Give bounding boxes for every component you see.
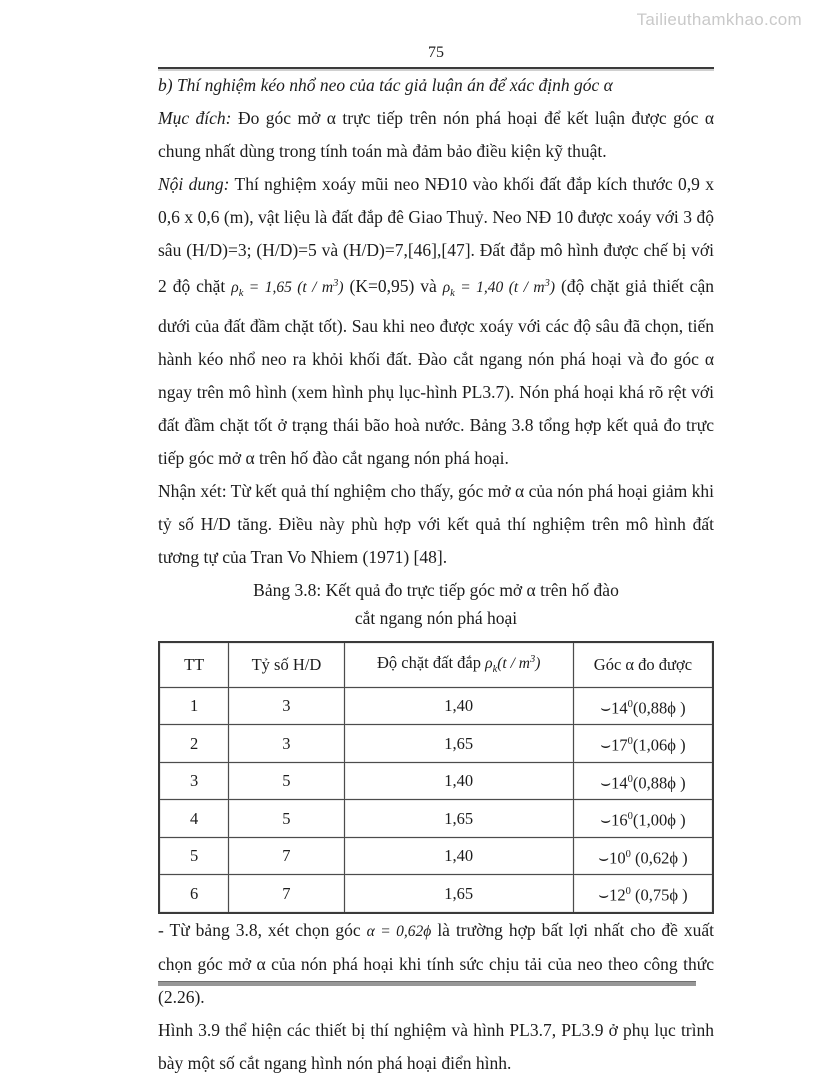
table-caption-line2: cắt ngang nón phá hoại (354, 608, 518, 629)
cell-angle (573, 875, 713, 913)
formula-close: ) (338, 279, 344, 297)
paragraph-closing: Hình 3.9 thể hiện các thiết bị thí nghiệm và hình PL3.7, PL3.9 ở phụ lục trình bày một số cắt ngang hình nón phá hoại điển hình. (158, 1019, 714, 1073)
footer-rule (158, 981, 696, 986)
unit-exponent: 3 (529, 654, 536, 666)
cell-angle (573, 762, 713, 800)
rho-symbol: ρ (442, 279, 451, 297)
cell-angle (573, 725, 713, 763)
angle-phi-ratio: (0,88ϕ ) (632, 773, 686, 792)
cell-density: 1,40 (344, 687, 573, 725)
conclusion-text-b: là trường hợp bất lợi nhất cho đề xuất chọn góc mở α của nón phá hoại khi tính sức chịu tải của neo theo công thức (2.26). (158, 919, 714, 1007)
arc-symbol: ⌣ (600, 735, 612, 755)
cell-tt: 2 (159, 725, 229, 763)
table-row (159, 800, 713, 838)
table-row (159, 762, 713, 800)
formula-body: = 1,40 (t / m (454, 279, 545, 297)
page-number: 75 (428, 44, 444, 61)
density-formula-2 (442, 278, 556, 300)
purpose-label: Mục đích: (158, 108, 232, 128)
rho-subscript: k (238, 288, 244, 300)
remark-text: Từ kết quả thí nghiệm cho thấy, góc mở α của nón phá hoại giảm khi tỷ số H/D tăng. Điều này phù hợp với kết quả thí nghiệm trên mô hình đất tương tự của Tran Vo Nhiem (1971) [48]. (158, 481, 714, 568)
angle-degrees: 16 (611, 810, 628, 830)
cell-density: 1,65 (344, 800, 573, 838)
angle-phi-ratio: (0,62ϕ ) (630, 848, 688, 867)
header-cell-tt: TT (159, 642, 229, 687)
arc-symbol: ⌣ (598, 848, 610, 867)
arc-symbol: ⌣ (600, 773, 612, 792)
header-cell-hd: Tỷ số H/D (229, 642, 344, 687)
formula-body: = 1,65 (t / m (243, 279, 334, 297)
cell-density: 1,40 (344, 762, 573, 800)
table-row (159, 875, 713, 913)
formula-exponent: 3 (333, 278, 339, 289)
table-row (159, 687, 713, 725)
rho-subscript: k (450, 288, 455, 300)
cell-density: 1,65 (344, 725, 573, 763)
angle-phi-ratio: (1,06ϕ ) (632, 735, 686, 755)
cell-hd: 7 (229, 837, 344, 875)
angle-phi-ratio: (0,88ϕ ) (632, 698, 686, 717)
degree-superscript: 0 (627, 773, 633, 785)
angle-degrees: 12 (609, 885, 626, 905)
degree-superscript: 0 (625, 848, 631, 860)
table-caption (158, 576, 714, 632)
formula-exponent: 3 (544, 278, 550, 289)
cell-tt: 1 (159, 687, 229, 725)
cell-tt: 6 (159, 875, 229, 913)
cell-tt: 5 (159, 837, 229, 875)
content-text-c: (độ chặt giả thiết cận dưới của đất đầm chặt tốt). Sau khi neo được xoáy với các độ sâu đã chọn, tiến hành kéo nhổ neo ra khỏi khối đất. Đào cắt ngang nón phá hoại và đo góc α ngay trên mô hình (xem hình phụ lục-hình PL3.7). Nón phá hoại khá rõ rệt với đất đầm chặt tốt ở trạng thái bão hoà nước. Bảng 3.8 tổng hợp kết quả đo trực tiếp góc mở α trên hố đào cắt ngang nón phá hoại. (158, 276, 714, 469)
unit-close: ) (535, 655, 541, 673)
degree-superscript: 0 (625, 886, 631, 897)
density-formula-1 (231, 278, 344, 300)
angle-phi-ratio: (1,00ϕ ) (632, 810, 686, 830)
paragraph-content (158, 168, 714, 475)
degree-superscript: 0 (627, 698, 633, 710)
angle-degrees: 14 (611, 698, 628, 717)
table-3-8 (158, 641, 714, 913)
table-caption-line1: Bảng 3.8: Kết quả đo trực tiếp góc mở α trên hố đào (253, 580, 619, 601)
cell-density: 1,40 (344, 837, 573, 875)
cell-density: 1,65 (344, 875, 573, 913)
paragraph-purpose (158, 102, 714, 168)
section-heading: b) Thí nghiệm kéo nhổ neo của tác giả luận án để xác định góc α (158, 75, 613, 95)
cell-angle (573, 687, 713, 725)
header-cell-angle: Góc α đo được (573, 642, 713, 687)
rho-symbol: ρ (485, 655, 493, 673)
degree-superscript: 0 (627, 736, 633, 747)
cell-tt: 4 (159, 800, 229, 838)
paragraph-conclusion (158, 914, 714, 1014)
cell-hd: 5 (229, 800, 344, 838)
arc-symbol: ⌣ (598, 885, 610, 905)
header-cell-density (344, 642, 573, 687)
rho-subscript: k (492, 664, 498, 676)
angle-degrees: 14 (611, 773, 628, 792)
body-text (158, 69, 714, 1080)
angle-degrees: 17 (611, 735, 628, 755)
table-row (159, 725, 713, 763)
page-content (158, 42, 714, 1080)
conclusion-text-a: - Từ bảng 3.8, xét chọn góc (158, 919, 367, 940)
remark-label: Nhận xét: (158, 481, 227, 502)
table-row (159, 837, 713, 875)
cell-hd: 3 (229, 725, 344, 763)
paragraph-remark (158, 475, 714, 574)
unit-open: (t / m (497, 655, 530, 673)
density-header-label: Độ chặt đất đắp (376, 653, 486, 673)
cell-angle (573, 800, 713, 838)
cell-hd: 7 (229, 875, 344, 913)
content-text-b: (K=0,95) và (343, 276, 443, 297)
content-text-a: Thí nghiệm xoáy mũi neo NĐ10 vào khối đất đắp kích thước 0,9 x 0,6 x 0,6 (m), vật liệu là đất đắp đê Giao Thuỷ. Neo NĐ 10 được xoáy với 3 độ sâu (H/D)=3; (H/D)=5 và (H/D)=7,[46],[47]. Đất đắp mô hình được chế bị với 2 độ chặt (158, 174, 714, 297)
watermark: Tailieuthamkhao.com (636, 10, 802, 29)
angle-degrees: 10 (609, 848, 626, 867)
purpose-text: Đo góc mở α trực tiếp trên nón phá hoại để kết luận được góc α chung nhất dùng trong tính toán mà đảm bảo điều kiện kỹ thuật. (158, 108, 714, 161)
cell-angle (573, 837, 713, 875)
cell-hd: 5 (229, 762, 344, 800)
arc-symbol: ⌣ (600, 810, 612, 830)
arc-symbol: ⌣ (600, 698, 612, 717)
cell-tt: 3 (159, 762, 229, 800)
degree-superscript: 0 (627, 811, 633, 822)
table-header-row (159, 642, 713, 687)
alpha-formula: α = 0,62ϕ (366, 922, 432, 940)
density-header-formula (485, 654, 541, 676)
cell-hd: 3 (229, 687, 344, 725)
rho-symbol: ρ (231, 279, 239, 297)
formula-close: ) (549, 279, 556, 297)
content-label: Nội dung: (158, 174, 230, 194)
angle-phi-ratio: (0,75ϕ ) (630, 885, 688, 905)
